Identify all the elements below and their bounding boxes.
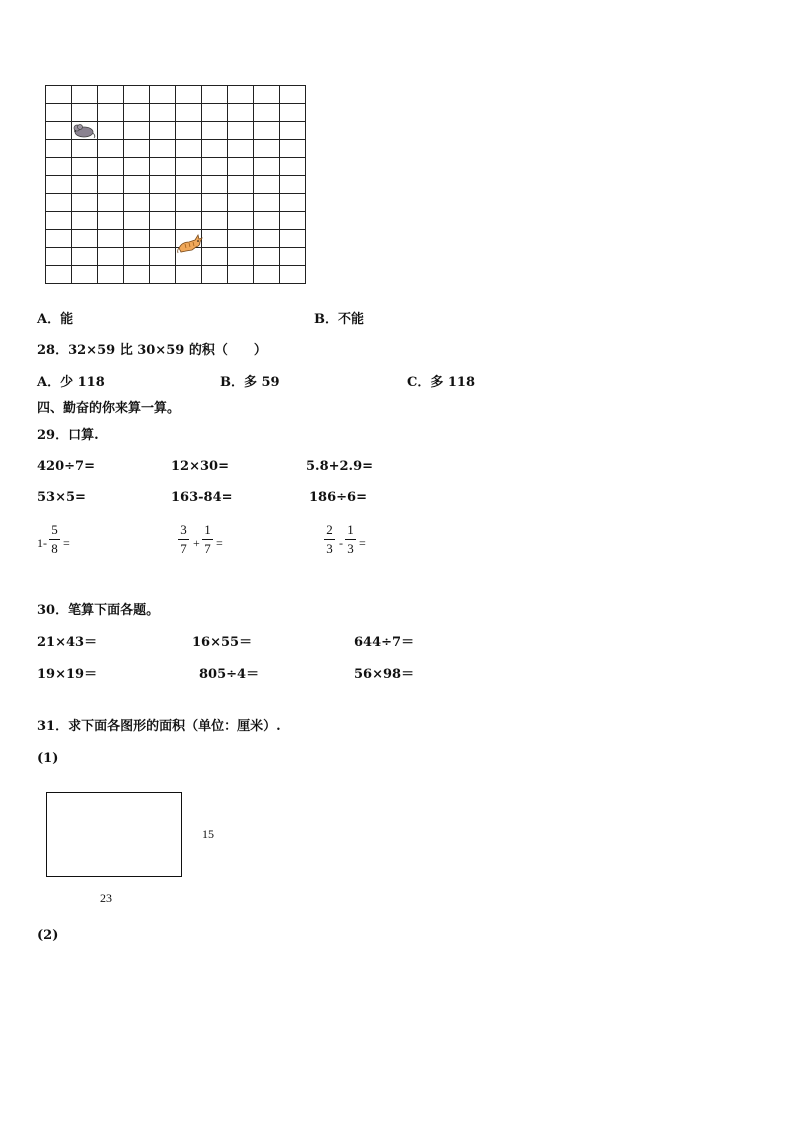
grid-cell <box>98 158 124 176</box>
grid-cell <box>280 194 306 212</box>
grid-cell <box>254 194 280 212</box>
written-calc-3: 644÷7＝ <box>354 635 415 650</box>
numerator: 5 <box>51 522 58 537</box>
grid-cell <box>176 194 202 212</box>
grid-cell <box>176 158 202 176</box>
grid-cell <box>254 212 280 230</box>
denominator: 8 <box>51 541 58 556</box>
grid-cell <box>98 86 124 104</box>
grid-cell <box>202 212 228 230</box>
grid-cell <box>280 176 306 194</box>
grid-cell <box>228 158 254 176</box>
grid-cell <box>46 266 72 284</box>
section-title: 四、勤奋的你来算一算。 <box>37 401 181 416</box>
denominator: 3 <box>326 541 333 556</box>
question-28: 28．32×59 比 30×59 的积（ ） <box>37 343 267 358</box>
denominator: 3 <box>347 541 354 556</box>
grid-cell <box>202 104 228 122</box>
grid-cell <box>124 266 150 284</box>
question-29: 29．口算. <box>37 428 99 443</box>
grid-cell <box>72 158 98 176</box>
fraction-3-7 <box>178 523 189 556</box>
grid-cell <box>202 194 228 212</box>
grid-cell <box>72 212 98 230</box>
question-31: 31．求下面各图形的面积（单位：厘米）. <box>37 719 281 734</box>
grid-cell <box>254 104 280 122</box>
grid-cell <box>98 140 124 158</box>
option-b: B．不能 <box>314 312 364 327</box>
grid-cell <box>280 86 306 104</box>
grid-cell <box>228 266 254 284</box>
grid-cell <box>176 104 202 122</box>
fraction-1-7 <box>202 523 213 556</box>
grid-cell <box>98 104 124 122</box>
grid-cell <box>124 140 150 158</box>
oral-calc-4: 53×5= <box>37 490 86 505</box>
grid-cell <box>280 158 306 176</box>
fraction-expr-1-lead: 1- <box>37 536 47 550</box>
grid-cell <box>124 248 150 266</box>
grid-cell <box>228 230 254 248</box>
grid-cell <box>254 266 280 284</box>
fraction-2-3 <box>324 523 335 556</box>
oral-calc-2: 12×30= <box>171 459 229 474</box>
equals-sign: = <box>216 536 223 550</box>
denominator: 7 <box>180 541 187 556</box>
grid-cell <box>280 248 306 266</box>
grid-cell <box>46 86 72 104</box>
grid-cell <box>98 122 124 140</box>
grid-cell <box>72 194 98 212</box>
q28-option-c: C．多 118 <box>407 375 476 390</box>
grid-cell <box>98 230 124 248</box>
written-calc-6: 56×98＝ <box>354 667 415 682</box>
grid-cell <box>72 266 98 284</box>
grid-cell <box>124 86 150 104</box>
grid-cell <box>150 248 176 266</box>
grid-cell <box>98 266 124 284</box>
grid-cell <box>254 140 280 158</box>
part-1-label: (1) <box>37 751 59 766</box>
equals-sign: = <box>359 536 366 550</box>
grid-cell <box>98 194 124 212</box>
grid-cell <box>150 194 176 212</box>
grid-cell <box>176 266 202 284</box>
cat-icon <box>176 232 204 254</box>
grid-cell <box>254 248 280 266</box>
grid-cell <box>150 176 176 194</box>
oral-calc-1: 420÷7= <box>37 459 95 474</box>
grid-cell <box>280 230 306 248</box>
grid-cell <box>228 212 254 230</box>
numerator: 3 <box>180 522 187 537</box>
oral-calc-3: 5.8+2.9= <box>306 459 374 474</box>
grid-cell <box>46 104 72 122</box>
grid-cell <box>98 248 124 266</box>
grid-cell <box>46 212 72 230</box>
grid-cell <box>202 158 228 176</box>
written-calc-4: 19×19＝ <box>37 667 98 682</box>
grid-cell <box>124 212 150 230</box>
grid-cell <box>202 122 228 140</box>
grid-cell <box>228 104 254 122</box>
grid-cell <box>254 86 280 104</box>
width-label: 23 <box>100 891 112 905</box>
grid-cell <box>150 86 176 104</box>
grid-cell <box>98 212 124 230</box>
grid-cell <box>46 230 72 248</box>
grid-cell <box>254 176 280 194</box>
grid-cell <box>46 248 72 266</box>
equals-sign: = <box>63 536 70 550</box>
grid-cell <box>228 122 254 140</box>
grid-cell <box>280 122 306 140</box>
grid-cell <box>202 86 228 104</box>
grid-cell <box>72 86 98 104</box>
grid-cell <box>228 176 254 194</box>
numerator: 2 <box>326 522 333 537</box>
grid-cell <box>228 194 254 212</box>
fraction-5-8 <box>49 523 60 556</box>
grid-cell <box>202 266 228 284</box>
grid-cell <box>150 266 176 284</box>
numerator: 1 <box>347 522 354 537</box>
grid-cell <box>202 230 228 248</box>
grid-cell <box>72 176 98 194</box>
rectangle-figure <box>46 792 182 877</box>
grid-cell <box>150 212 176 230</box>
grid-cell <box>72 230 98 248</box>
grid-cell <box>202 176 228 194</box>
grid-cell <box>46 122 72 140</box>
grid-cell <box>150 140 176 158</box>
grid-cell <box>46 140 72 158</box>
grid-cell <box>124 104 150 122</box>
grid-cell <box>280 266 306 284</box>
grid-cell <box>72 248 98 266</box>
grid-cell <box>150 230 176 248</box>
grid-cell <box>72 140 98 158</box>
grid-cell <box>176 176 202 194</box>
q28-option-b: B．多 59 <box>220 375 280 390</box>
numerator: 1 <box>204 522 211 537</box>
grid-cell <box>124 194 150 212</box>
grid-cell <box>150 158 176 176</box>
grid-cell <box>176 212 202 230</box>
grid-cell <box>124 176 150 194</box>
written-calc-5: 805÷4＝ <box>199 667 260 682</box>
question-30: 30．笔算下面各题。 <box>37 603 160 618</box>
grid-board <box>45 85 306 284</box>
grid-cell <box>280 104 306 122</box>
grid-cell <box>228 86 254 104</box>
oral-calc-5: 163-84= <box>171 490 233 505</box>
grid-cell <box>46 194 72 212</box>
grid-cell <box>98 176 124 194</box>
grid-cell <box>46 176 72 194</box>
grid-cell <box>46 158 72 176</box>
grid-cell <box>176 86 202 104</box>
grid-cell <box>150 122 176 140</box>
grid-cell <box>228 140 254 158</box>
grid-cell <box>150 104 176 122</box>
written-calc-1: 21×43＝ <box>37 635 98 650</box>
grid-cell <box>202 248 228 266</box>
denominator: 7 <box>204 541 211 556</box>
grid-cell <box>124 158 150 176</box>
grid-cell <box>202 140 228 158</box>
grid-cell <box>254 122 280 140</box>
grid-cell <box>254 158 280 176</box>
grid-cell <box>176 122 202 140</box>
grid-cell <box>280 212 306 230</box>
grid-cell <box>254 230 280 248</box>
option-a: A．能 <box>37 312 74 327</box>
grid-cell <box>228 248 254 266</box>
grid-cell <box>72 104 98 122</box>
minus-sign: - <box>339 536 343 550</box>
oral-calc-6: 186÷6= <box>309 490 367 505</box>
plus-sign: + <box>193 536 200 550</box>
grid-cell <box>176 140 202 158</box>
mouse-icon <box>71 123 97 139</box>
written-calc-2: 16×55＝ <box>192 635 253 650</box>
fraction-1-3 <box>345 523 356 556</box>
q28-option-a: A．少 118 <box>37 375 105 390</box>
height-label: 15 <box>202 827 214 841</box>
grid-cell <box>124 230 150 248</box>
grid-cell <box>280 140 306 158</box>
part-2-label: (2) <box>37 928 59 943</box>
grid-cell <box>124 122 150 140</box>
